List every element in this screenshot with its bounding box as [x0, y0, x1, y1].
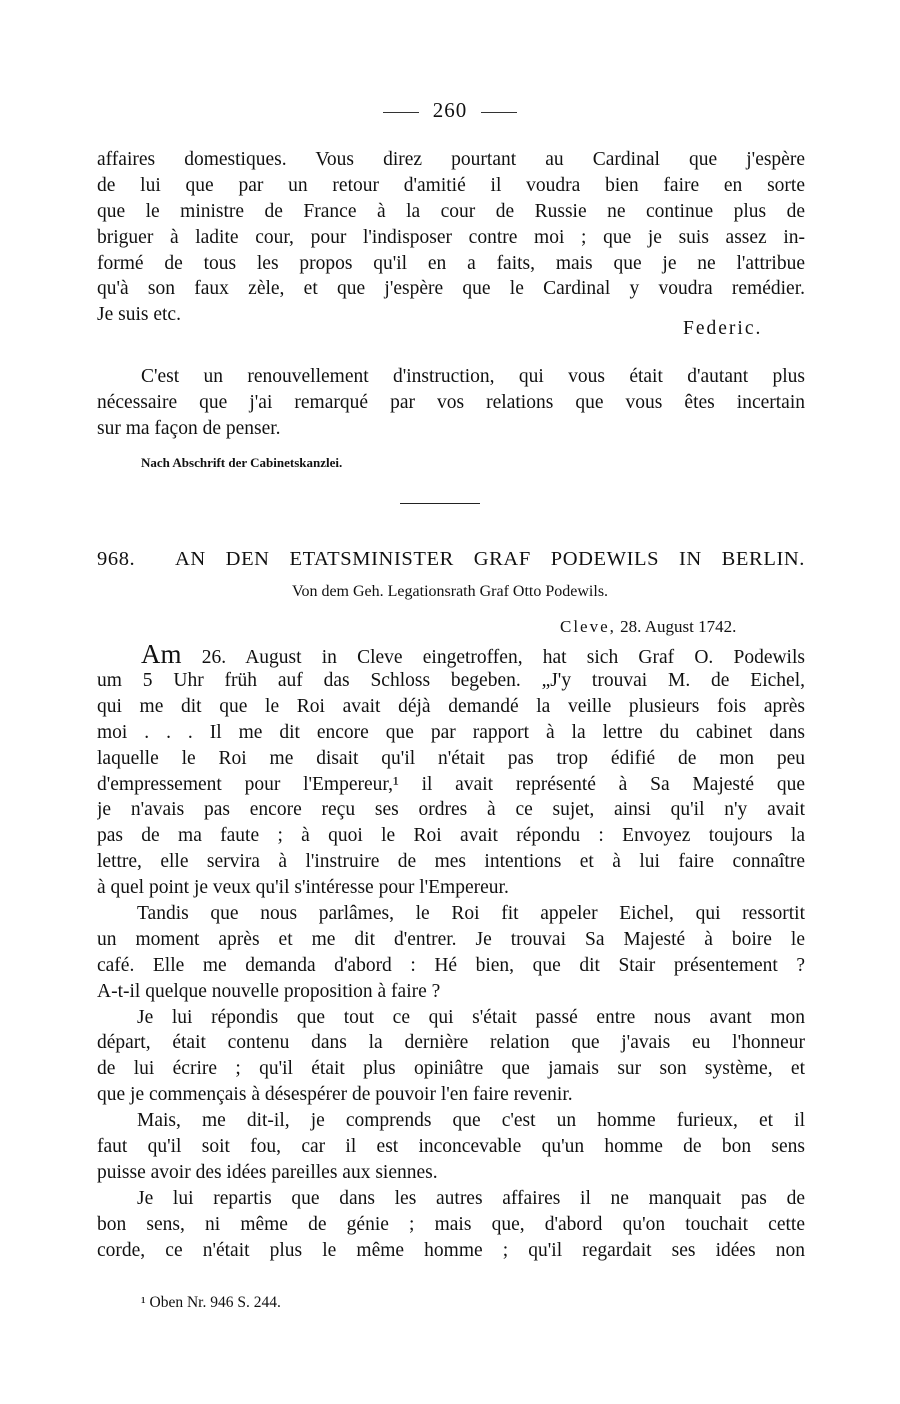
text-line: je n'avais pas encore reçu ses ordres à ce sujet, ainsi qu'il n'y avait [97, 799, 805, 821]
text-line: pas de ma faute ; à quoi le Roi avait répondu : Envoyez toujours la [97, 825, 805, 847]
text-line: Je suis etc. [97, 304, 181, 326]
text-line: um 5 Uhr früh auf das Schloss begeben. „J'y trouvai M. de Eichel, [97, 670, 805, 691]
dateline [560, 617, 736, 637]
text-line: C'est un renouvellement d'instruction, qui vous était d'autant plus [141, 366, 805, 387]
text-line: moi . . . Il me dit encore que par rapport à la lettre du cabinet dans [97, 721, 805, 743]
text-line: corde, ce n'était plus le même homme ; qu'il regardait ses idées non [97, 1239, 805, 1261]
document-title: AN DEN ETATSMINISTER GRAF PODEWILS IN BERLIN. [175, 548, 805, 570]
text-line: A-t-il quelque nouvelle proposition à faire ? [97, 980, 441, 1002]
initial-word: Am [141, 640, 182, 668]
text-line [97, 640, 805, 668]
date-place: Cleve, [560, 617, 616, 636]
text-line: qui me dit que le Roi avait déjà demandé la veille plusieurs fois après [97, 695, 805, 717]
source-note: Nach Abschrift der Cabinetskanzlei. [141, 455, 343, 470]
document-number: 968. [97, 548, 136, 570]
section-divider [400, 503, 480, 504]
text-line: Mais, me dit-il, je comprends que c'est un homme furieux, et il [137, 1110, 805, 1132]
text-line: Je lui repartis que dans les autres affaires il ne manquait pas de [137, 1187, 805, 1209]
document-heading [97, 545, 805, 573]
header-dash-left [383, 112, 419, 113]
footnote: ¹ Oben Nr. 946 S. 244. [141, 1294, 281, 1311]
text-line: café. Elle me demanda d'abord : Hé bien, que dit Stair présentement ? [97, 954, 805, 976]
letter-end [97, 147, 805, 328]
document-subtitle: Von dem Geh. Legationsrath Graf Otto Podewils. [291, 583, 609, 600]
text-line: départ, était contenu dans la dernière relation que j'avais eu l'honneur [97, 1032, 805, 1054]
text-line: un moment après et me dit d'entrer. Je trouvai Sa Majesté à boire le [97, 928, 805, 950]
date: 28. August 1742. [620, 617, 737, 636]
text-line: laquelle le Roi me disait qu'il n'était pas trop édifié de mon peu [97, 747, 805, 769]
text-line: Je lui répondis que tout ce qui s'était passé entre nous avant mon [137, 1006, 805, 1028]
page-header [0, 98, 900, 123]
text-line: que le ministre de France à la cour de Russie ne continue plus de [97, 200, 805, 222]
text-line: d'empressement pour l'Empereur,¹ il avait représenté à Sa Majesté que [97, 773, 805, 795]
text-line: qu'à son faux zèle, et que j'espère que le Cardinal y voudra remédier. [97, 278, 805, 300]
text-line: sur ma façon de penser. [97, 417, 281, 439]
text-line: affaires domestiques. Vous direz pourtant au Cardinal que j'espère [97, 149, 805, 170]
text-line: Tandis que nous parlâmes, le Roi fit appeler Eichel, qui ressortit [137, 903, 805, 925]
text-line: de lui écrire ; qu'il était plus opiniâtre que jamais sur son système, et [97, 1058, 805, 1080]
body-text [97, 640, 805, 1263]
text-line: faut qu'il soit fou, car il est inconcevable qu'un homme de bon sens [97, 1136, 805, 1158]
heading-line [97, 545, 805, 573]
page-number: 260 [432, 98, 468, 122]
first-line-text: 26. August in Cleve eingetroffen, hat sich Graf O. Podewils [181, 647, 805, 668]
signature: Federic. [683, 318, 763, 339]
text-line: nécessaire que j'ai remarqué par vos relations que vous êtes incertain [97, 391, 805, 413]
text-line: que je commençais à désespérer de pouvoir l'en faire revenir. [97, 1084, 573, 1106]
text-line: lettre, elle servira à l'instruire de mes intentions et à lui faire connaître [97, 851, 805, 873]
header-dash-right [481, 112, 517, 113]
text-line: briguer à ladite cour, pour l'indisposer contre moi ; que je suis assez in- [97, 226, 805, 248]
text-line: bon sens, ni même de génie ; mais que, d'abord qu'on touchait cette [97, 1213, 805, 1235]
text-line: à quel point je veux qu'il s'intéresse pour l'Empereur. [97, 877, 509, 899]
text-line: puisse avoir des idées pareilles aux siennes. [97, 1161, 438, 1183]
text-line: de lui que par un retour d'amitié il voudra bien faire en sorte [97, 174, 805, 196]
text-line: formé de tous les propos qu'il en a faits, mais que je ne l'attribue [97, 252, 805, 274]
postscript [97, 364, 805, 442]
